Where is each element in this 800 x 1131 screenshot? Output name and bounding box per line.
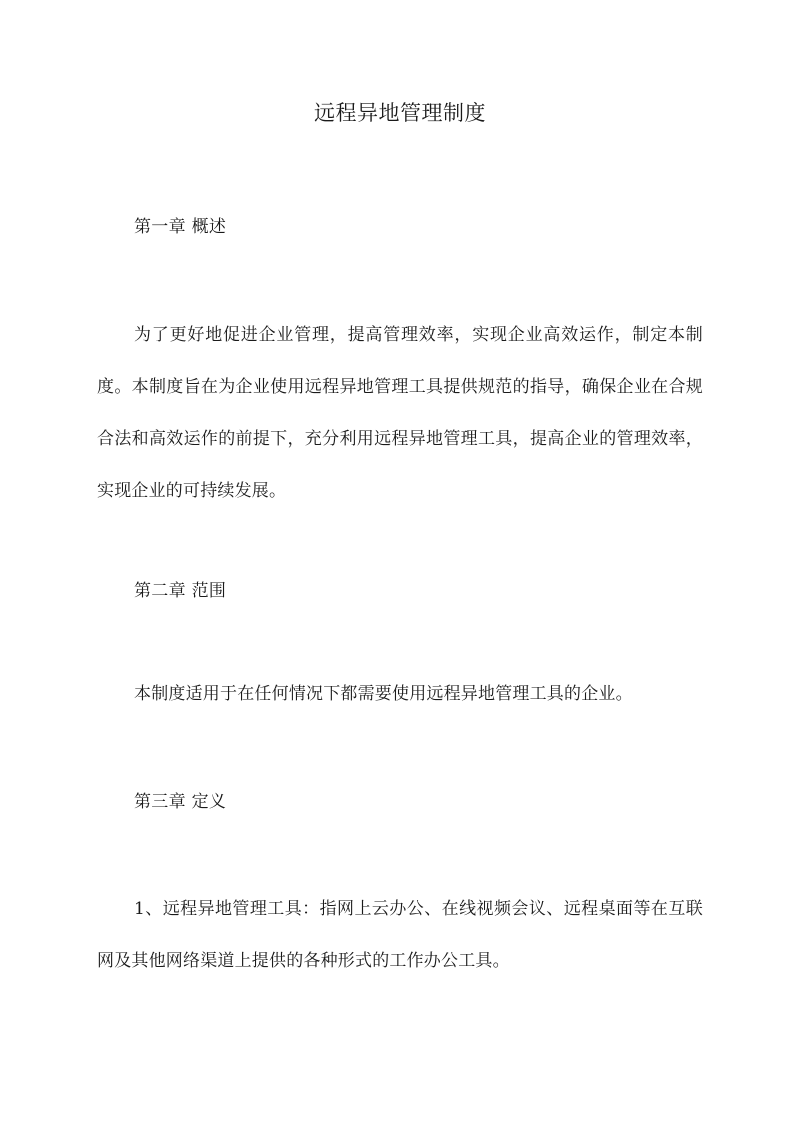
chapter-3-paragraph: 1、远程异地管理工具：指网上云办公、在线视频会议、远程桌面等在互联网及其他网络渠道上提供的各种形式的工作办公工具。 [97,899,703,971]
chapter-3-heading: 第三章 定义 [134,792,227,812]
chapter-1-paragraph: 为了更好地促进企业管理，提高管理效率，实现企业高效运作，制定本制度。本制度旨在为企业使用远程异地管理工具提供规范的指导，确保企业在合规合法和高效运作的前提下，充分利用远程异地管理工具，提高企业的管理效率，实现企业的可持续发展。 [97,325,703,501]
document-title: 远程异地管理制度 [314,101,486,125]
chapter-1-heading: 第一章 概述 [134,217,227,237]
chapter-2-paragraph: 本制度适用于在任何情况下都需要使用远程异地管理工具的企业。 [134,684,633,704]
chapter-2-heading: 第二章 范围 [134,581,227,601]
